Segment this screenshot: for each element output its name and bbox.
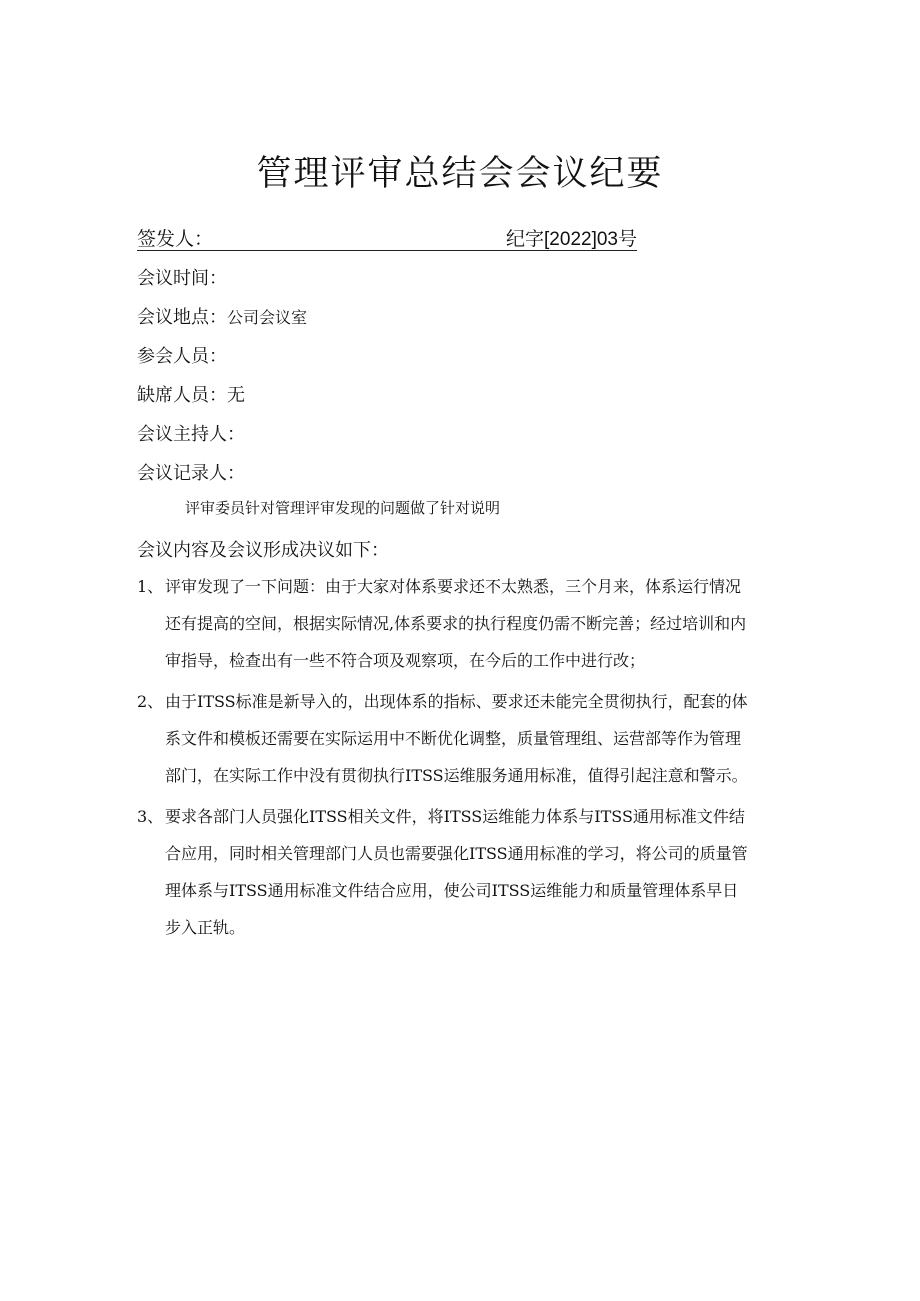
meeting-location-field xyxy=(137,303,307,329)
review-note: 评审委员针对管理评审发现的问题做了针对说明 xyxy=(185,499,501,517)
item-line: 理体系与ITSS通用标准文件结合应用，使公司ITSS运维能力和质量管理体系早日 xyxy=(165,881,739,900)
document-title: 管理评审总结会会议纪要 xyxy=(256,154,664,194)
meeting-time-label: 会议时间： xyxy=(137,268,227,289)
host-label: 会议主持人： xyxy=(137,424,245,445)
recorder-field xyxy=(137,459,245,485)
resolution-item-1 xyxy=(137,568,787,679)
meeting-time-field xyxy=(137,264,227,290)
item-line: 要求各部门人员强化ITSS相关文件，将ITSS运维能力体系与ITSS通用标准文件结 xyxy=(165,807,745,826)
issue-row xyxy=(137,224,637,251)
item-line: 还有提高的空间，根据实际情况,体系要求的执行程度仍需不断完善；经过培训和内 xyxy=(165,614,747,633)
signer-label: 签发人： xyxy=(137,229,214,250)
meeting-location-label: 会议地点： xyxy=(137,307,227,328)
meeting-location-value: 公司会议室 xyxy=(227,308,308,327)
document-number: 纪字[2022]03号 xyxy=(506,229,637,250)
item-line: 由于ITSS标准是新导入的，出现体系的指标、要求还未能完全贯彻执行，配套的体 xyxy=(165,692,748,711)
attendees-field xyxy=(137,342,227,368)
resolution-item-3 xyxy=(137,798,787,946)
item-number: 2、 xyxy=(137,692,164,711)
item-line: 步入正轨。 xyxy=(165,918,246,937)
item-line: 系文件和模板还需要在实际运用中不断优化调整，质量管理组、运营部等作为管理 xyxy=(165,729,742,748)
absent-label: 缺席人员： xyxy=(137,385,227,406)
host-field xyxy=(137,420,245,446)
item-line: 部门，在实际工作中没有贯彻执行ITSS运维服务通用标准，值得引起注意和警示。 xyxy=(165,766,748,785)
absent-field xyxy=(137,381,245,407)
recorder-label: 会议记录人： xyxy=(137,463,245,484)
item-number: 1、 xyxy=(137,577,164,596)
resolution-item-2 xyxy=(137,683,787,794)
absent-value: 无 xyxy=(227,385,245,406)
item-line: 评审发现了一下问题：由于大家对体系要求还不太熟悉，三个月来，体系运行情况 xyxy=(165,577,742,596)
item-line: 审指导，检查出有一些不符合项及观察项，在今后的工作中进行改； xyxy=(165,651,646,670)
item-line: 合应用，同时相关管理部门人员也需要强化ITSS通用标准的学习，将公司的质量管 xyxy=(165,844,748,863)
attendees-label: 参会人员： xyxy=(137,346,227,367)
section-heading: 会议内容及会议形成决议如下： xyxy=(137,540,389,561)
item-number: 3、 xyxy=(137,807,164,826)
